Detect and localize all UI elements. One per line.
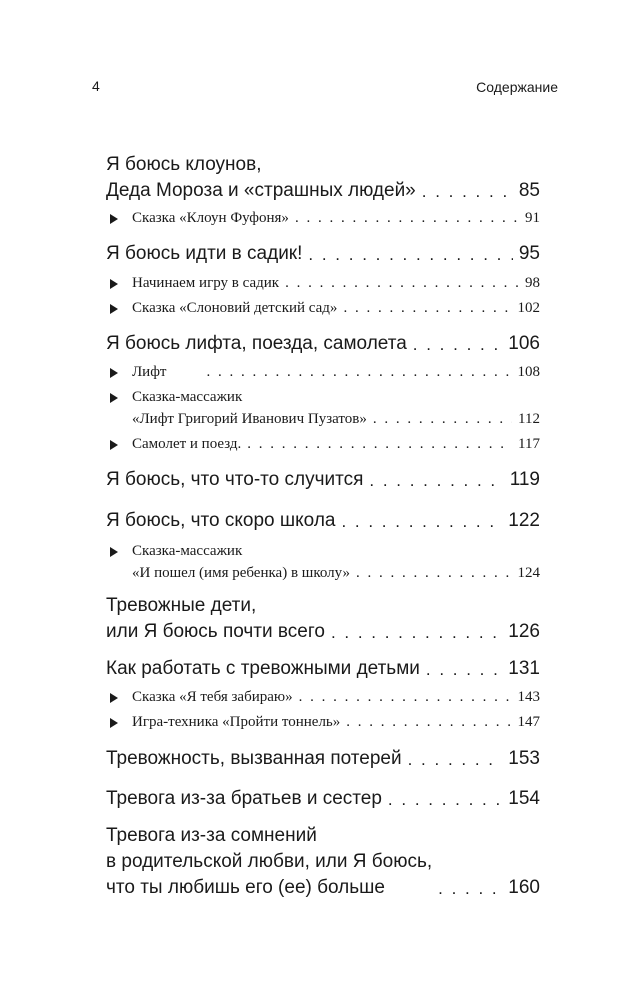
triangle-bullet-icon bbox=[110, 718, 118, 728]
entry-title-line: Тревожные дети, bbox=[106, 595, 257, 616]
dot-leader bbox=[247, 433, 512, 455]
entry-title-line: Деда Мороза и «страшных людей» bbox=[106, 180, 416, 201]
dot-leader bbox=[206, 361, 511, 383]
toc-entry-subsection bbox=[106, 297, 540, 319]
triangle-bullet-icon bbox=[110, 440, 118, 450]
triangle-bullet-icon bbox=[110, 393, 118, 403]
toc-entry-chapter bbox=[106, 593, 540, 645]
entry-page-number: 112 bbox=[518, 411, 540, 427]
entry-page-number: 122 bbox=[508, 510, 540, 531]
dot-leader bbox=[331, 621, 502, 645]
entry-title-line: Сказка «Слоновий детский сад» bbox=[132, 300, 338, 316]
entry-title-line: Как работать с тревожными детьми bbox=[106, 658, 420, 679]
toc-entry-subsection bbox=[106, 540, 540, 584]
entry-page-number: 98 bbox=[525, 275, 540, 291]
entry-title-line: или Я боюсь почти всего bbox=[106, 621, 325, 642]
toc-entry-chapter bbox=[106, 746, 540, 772]
toc-entry-subsection bbox=[106, 361, 540, 383]
entry-page-number: 131 bbox=[508, 658, 540, 679]
dot-leader bbox=[369, 469, 503, 493]
entry-page-number: 102 bbox=[517, 300, 540, 316]
entry-title-line: Сказка «Я тебя забираю» bbox=[132, 689, 293, 705]
entry-title-line: Сказка «Клоун Фуфоня» bbox=[132, 210, 289, 226]
triangle-bullet-icon bbox=[110, 547, 118, 557]
entry-title-line: Игра-техника «Пройти тоннель» bbox=[132, 714, 341, 730]
triangle-bullet-icon bbox=[110, 368, 118, 378]
entry-page-number: 126 bbox=[508, 621, 540, 642]
entry-title-line: Я боюсь, что что-то случится bbox=[106, 469, 364, 490]
toc-entry-chapter bbox=[106, 508, 540, 534]
toc-entry-subsection bbox=[106, 711, 540, 733]
entry-title-line: Я боюсь идти в садик! bbox=[106, 243, 303, 264]
entry-page-number: 153 bbox=[508, 748, 540, 769]
entry-title-line: Я боюсь лифта, поезда, самолета bbox=[106, 333, 407, 354]
entry-title-line: Я боюсь, что скоро школа bbox=[106, 510, 336, 531]
dot-leader bbox=[308, 243, 512, 267]
toc-entry-chapter bbox=[106, 152, 540, 204]
entry-title-line: Тревога из-за сомнений bbox=[106, 825, 317, 846]
toc-entry-chapter bbox=[106, 467, 540, 493]
dot-leader bbox=[356, 562, 511, 584]
triangle-bullet-icon bbox=[110, 693, 118, 703]
triangle-bullet-icon bbox=[110, 279, 118, 289]
toc-entry-subsection bbox=[106, 386, 540, 430]
entry-title-line: в родительской любви, или Я боюсь, bbox=[106, 851, 433, 872]
entry-title-line: «Лифт Григорий Иванович Пузатов» bbox=[132, 411, 367, 427]
entry-page-number: 117 bbox=[518, 436, 540, 452]
entry-page-number: 91 bbox=[525, 210, 540, 226]
entry-page-number: 154 bbox=[508, 788, 540, 809]
entry-title-line: Тревожность, вызванная потерей bbox=[106, 748, 402, 769]
toc-entry-subsection bbox=[106, 207, 540, 229]
dot-leader bbox=[373, 408, 512, 430]
toc-entry-chapter bbox=[106, 241, 540, 267]
dot-leader bbox=[295, 207, 519, 229]
entry-page-number: 106 bbox=[508, 333, 540, 354]
triangle-bullet-icon bbox=[110, 304, 118, 314]
dot-leader bbox=[341, 510, 502, 534]
triangle-bullet-icon bbox=[110, 214, 118, 224]
entry-page-number: 143 bbox=[517, 689, 540, 705]
entry-title-line: Тревога из-за братьев и сестер bbox=[106, 788, 382, 809]
dot-leader bbox=[346, 711, 511, 733]
dot-leader bbox=[438, 877, 502, 901]
entry-page-number: 108 bbox=[517, 364, 540, 380]
toc-entry-chapter bbox=[106, 331, 540, 357]
entry-title-line: Самолет и поезд. bbox=[132, 436, 242, 452]
entry-title-line: что ты любишь его (ее) больше bbox=[106, 877, 385, 898]
toc-entry-chapter bbox=[106, 656, 540, 682]
entry-page-number: 119 bbox=[509, 469, 540, 490]
dot-leader bbox=[426, 658, 502, 682]
entry-title-line: «И пошел (имя ребенка) в школу» bbox=[132, 565, 351, 581]
toc-entry-chapter bbox=[106, 823, 540, 901]
toc-entry-subsection bbox=[106, 272, 540, 294]
dot-leader bbox=[413, 333, 503, 357]
entry-title-line: Я боюсь клоунов, bbox=[106, 154, 262, 175]
entry-page-number: 95 bbox=[518, 243, 540, 264]
dot-leader bbox=[422, 180, 513, 204]
running-head: Содержание bbox=[476, 79, 558, 95]
entry-page-number: 147 bbox=[517, 714, 540, 730]
toc-entry-subsection bbox=[106, 433, 540, 455]
entry-title-line: Лифт bbox=[132, 364, 167, 380]
dot-leader bbox=[299, 686, 512, 708]
entry-title-line: Начинаем игру в садик bbox=[132, 275, 280, 291]
dot-leader bbox=[343, 297, 511, 319]
dot-leader bbox=[388, 788, 502, 812]
dot-leader bbox=[285, 272, 519, 294]
entry-title-line: Сказка-массажик bbox=[132, 389, 243, 405]
entry-title-line: Сказка-массажик bbox=[132, 543, 243, 559]
toc-entry-chapter bbox=[106, 786, 540, 812]
page-number: 4 bbox=[92, 78, 100, 94]
toc-entry-subsection bbox=[106, 686, 540, 708]
entry-page-number: 85 bbox=[518, 180, 540, 201]
dot-leader bbox=[408, 748, 503, 772]
entry-page-number: 124 bbox=[517, 565, 540, 581]
entry-page-number: 160 bbox=[508, 877, 540, 898]
